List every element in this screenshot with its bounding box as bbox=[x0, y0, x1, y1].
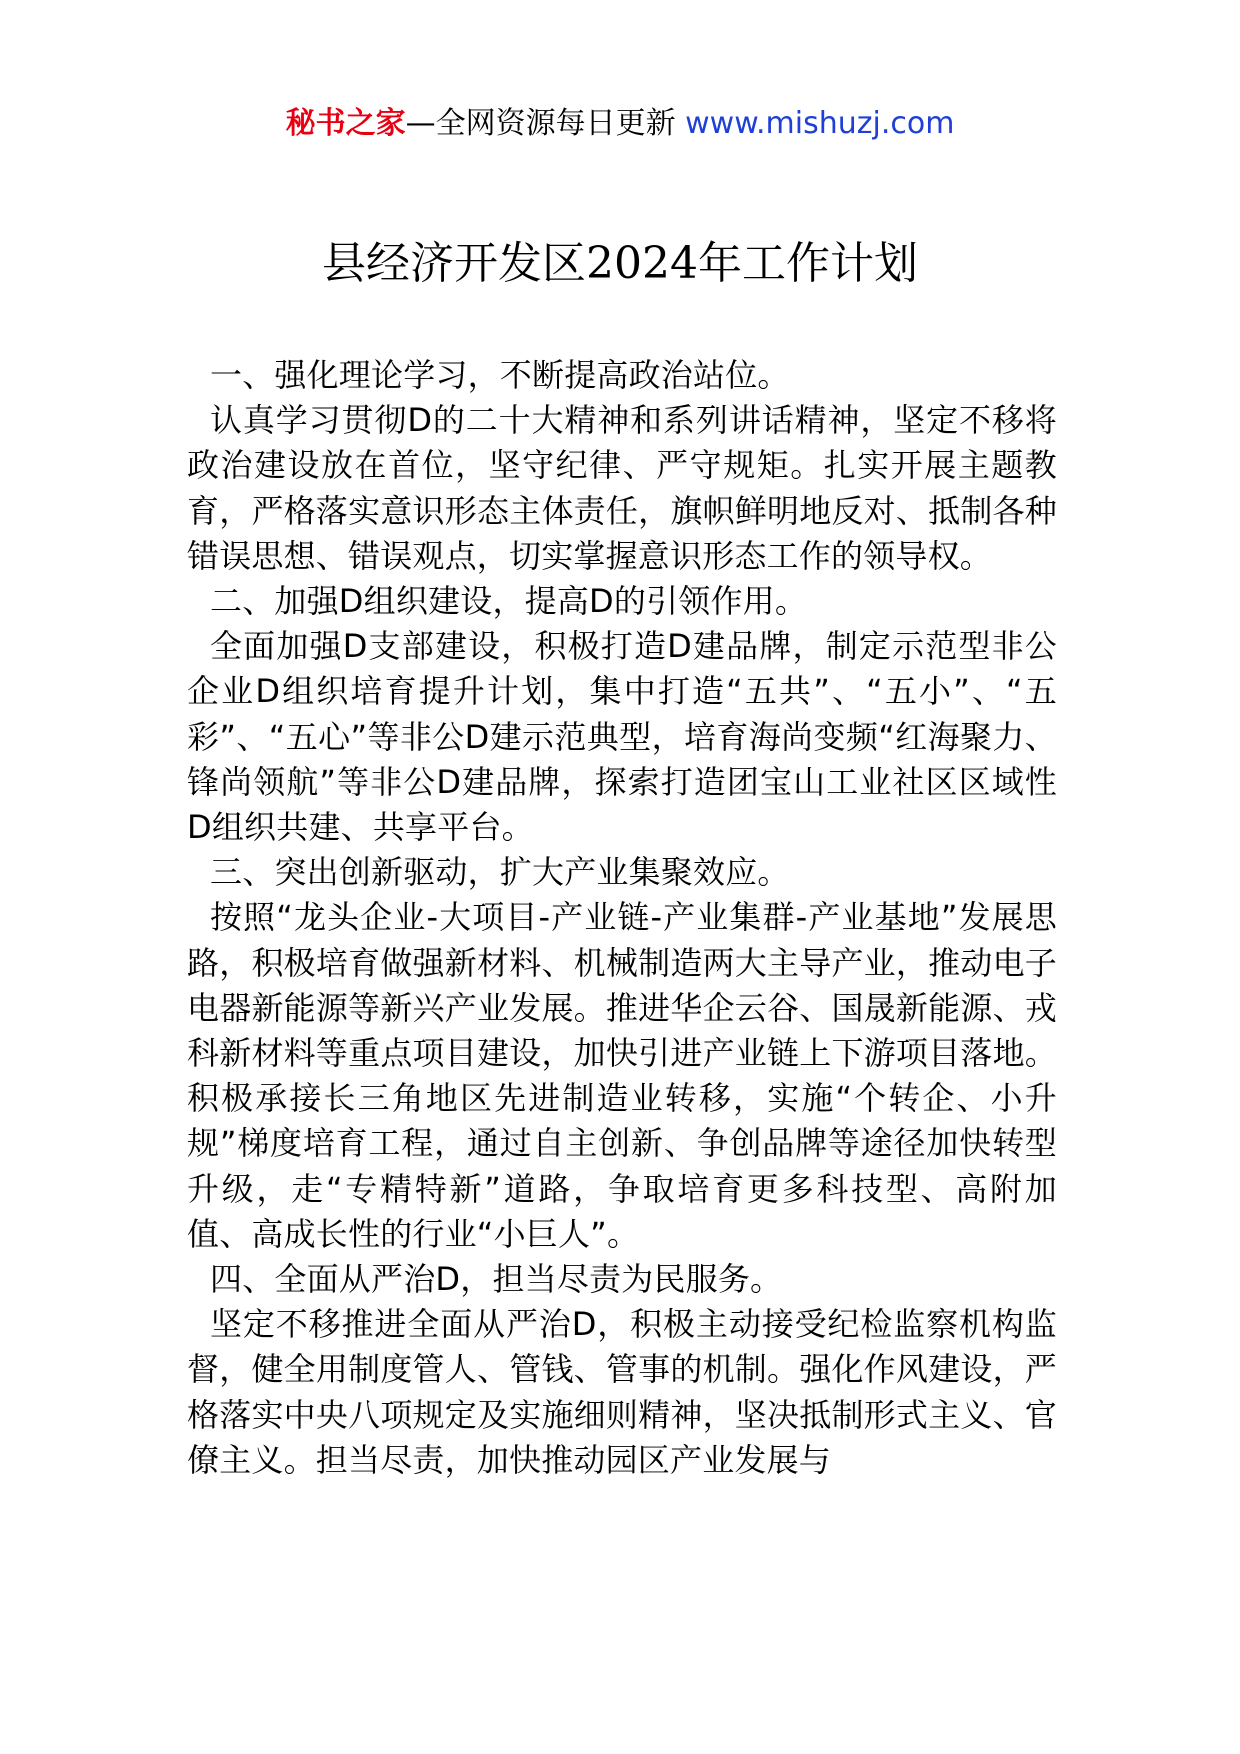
section-heading-3: 三、突出创新驱动，扩大产业集聚效应。 bbox=[210, 853, 790, 892]
section-paragraph-2: 全面加强D支部建设，积极打造D建品牌，制定示范型非公企业D组织培育提升计划，集中打造“五共”、“五小”、“五彩”、“五心”等非公D建示范典型，培育海尚变频“红海聚力、锋尚领航”等非公D建品牌，探索打造团宝山工业社区区域性D组织共建、共享平台。 bbox=[187, 627, 1057, 847]
document-title: 县经济开发区2024年工作计划 bbox=[322, 238, 918, 289]
document-body bbox=[187, 353, 1057, 1483]
site-url[interactable]: www.mishuzj.com bbox=[685, 106, 955, 141]
section-heading-1: 一、强化理论学习，不断提高政治站位。 bbox=[210, 356, 790, 394]
site-banner bbox=[0, 100, 1240, 148]
section-paragraph-1: 认真学习贯彻D的二十大精神和系列讲话精神，坚定不移将政治建设放在首位，坚守纪律、严守规矩。扎实开展主题教育，严格落实意识形态主体责任，旗帜鲜明地反对、抵制各种错误思想、错误观点，切实掌握意识形态工作的领导权。 bbox=[187, 401, 1057, 575]
section-paragraph-3: 按照“龙头企业-大项目-产业链-产业集群-产业基地”发展思路，积极培育做强新材料、机械制造两大主导产业，推动电子电器新能源等新兴产业发展。推进华企云谷、国晟新能源、戎科新材料等重点项目建设，加快引进产业链上下游项目落地。积极承接长三角地区先进制造业转移，实施“个转企、小升规”梯度培育工程，通过自主创新、争创品牌等途径加快转型升级，走“专精特新”道路，争取培育更多科技型、高附加值、高成长性的行业“小巨人”。 bbox=[187, 898, 1057, 1253]
section-paragraph-4: 坚定不移推进全面从严治D，积极主动接受纪检监察机构监督，健全用制度管人、管钱、管事的机制。强化作风建设，严格落实中央八项规定及实施细则精神，坚决抵制形式主义、官僚主义。担当尽责，加快推动园区产业发展与 bbox=[187, 1305, 1057, 1479]
section-heading-4: 四、全面从严治D，担当尽责为民服务。 bbox=[210, 1260, 783, 1299]
section-heading-2: 二、加强D组织建设，提高D的引领作用。 bbox=[210, 582, 808, 621]
brand-name: 秘书之家 bbox=[285, 106, 406, 141]
banner-tagline: —全网资源每日更新 bbox=[405, 106, 676, 141]
